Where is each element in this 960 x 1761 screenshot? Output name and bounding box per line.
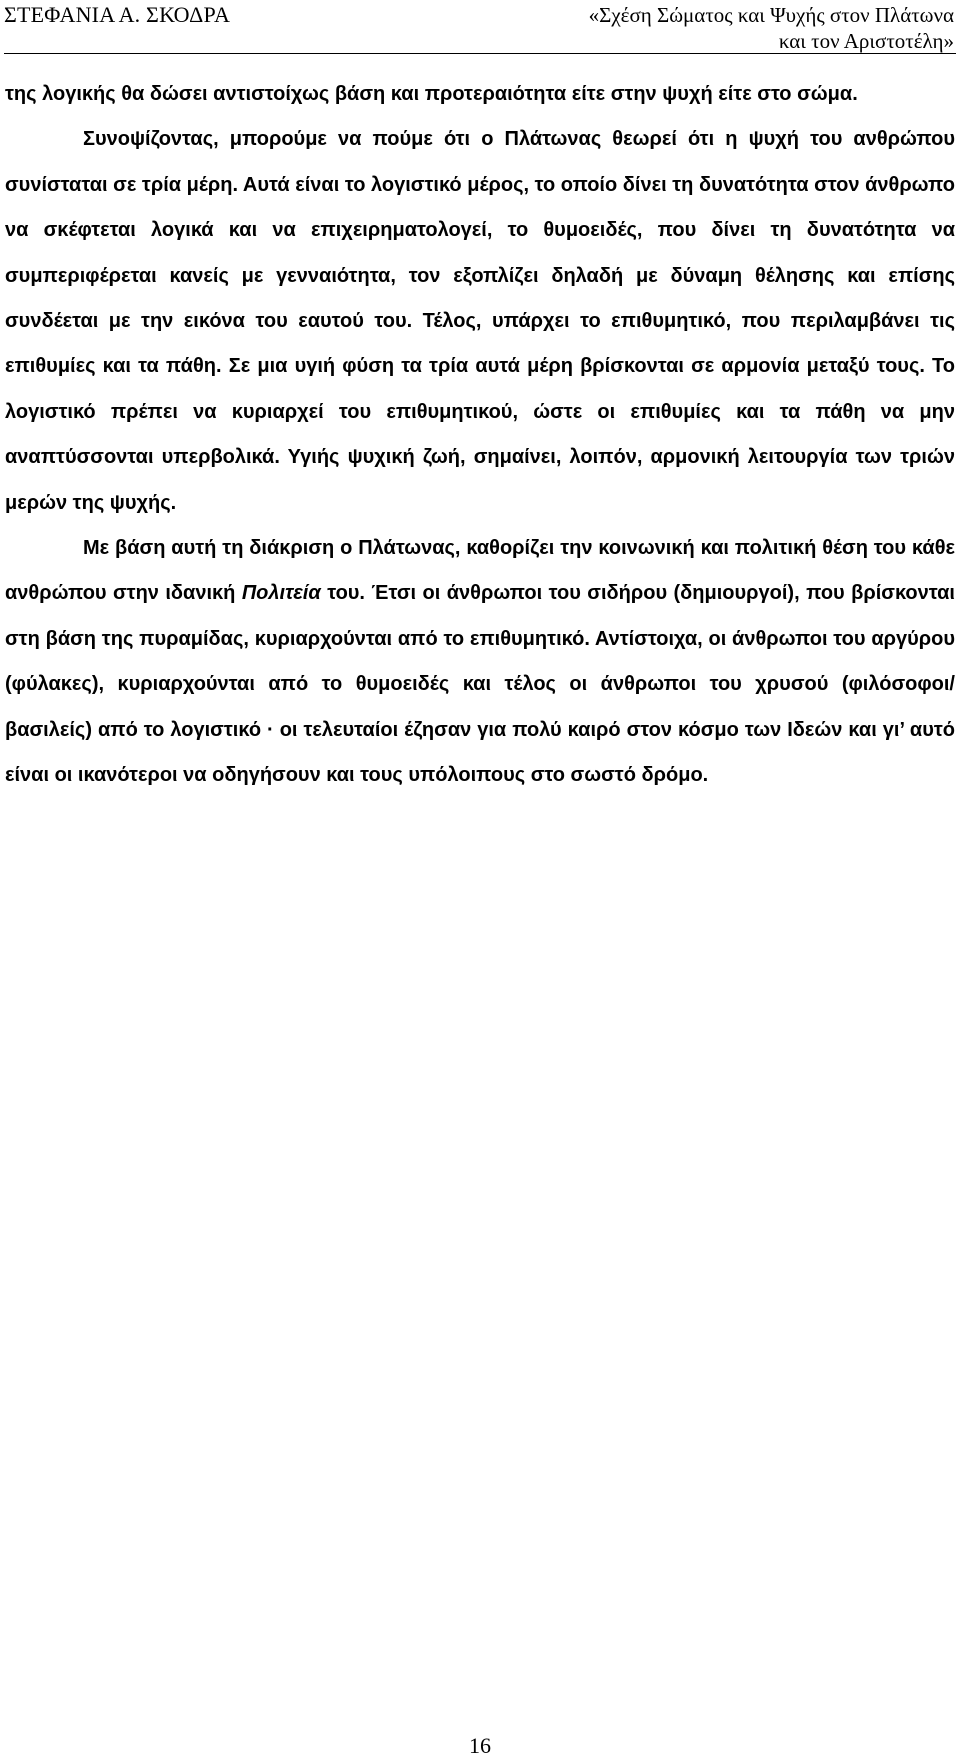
paragraph-3-part-2: του. Έτσι οι άνθρωποι του σιδήρου (δημιουργοί), που βρίσκονται στη βάση της πυραμίδας, κυριαρχούνται από το επιθυμητικό. Αντίστοιχα, οι άνθρωποι του αργύρου (φύλακες), κυριαρχούνται από το θυμοειδές και τέλος οι άνθρωποι του χρυσού (φιλόσοφοι/ βασιλείς) από το λογιστικό · οι τελευταίοι έζησαν για πολύ καιρό στον κόσμο των Ιδεών και γι’ αυτό είναι οι ικανότεροι να οδηγήσουν και τους υπόλοιπους στο σωστό δρόμο.	[5, 582, 955, 787]
paragraph-1: της λογικής θα δώσει αντιστοίχως βάση και προτεραιότητα είτε στην ψυχή είτε στο σώμα.	[5, 83, 858, 105]
header-title-line-2: και τον Αριστοτέλη»	[778, 29, 954, 53]
politeia-italic: Πολιτεία	[241, 582, 321, 605]
page-number: 16	[469, 1733, 491, 1758]
header-divider	[4, 53, 956, 54]
paragraph-2: Συνοψίζοντας, μπορούμε να πούμε ότι ο Πλάτωνας θεωρεί ότι η ψυχή του ανθρώπου συνίσταται σε τρία μέρη. Αυτά είναι το λογιστικό μέρος, το οποίο δίνει τη δυνατότητα στον άνθρωπο να σκέφτεται λογικά και να επιχειρηματολογεί, το θυμοειδές, που δίνει τη δυνατότητα να συμπεριφέρεται κανείς με γενναιότητα, τον εξοπλίζει δηλαδή με δύναμη θέλησης και επίσης συνδέεται με την εικόνα του εαυτού του. Τέλος, υπάρχει το επιθυμητικό, που περιλαμβάνει τις επιθυμίες και τα πάθη. Σε μια υγιή φύση τα τρία αυτά μέρη βρίσκονται σε αρμονία μεταξύ τους. Το λογιστικό πρέπει να κυριαρχεί του επιθυμητικού, ώστε οι επιθυμίες και τα πάθη να μην αναπτύσσονται υπερβολικά. Υγιής ψυχική ζωή, σημαίνει, λοιπόν, αρμονική λειτουργία των τριών μερών της ψυχής.	[5, 128, 955, 514]
paragraph-3-part-1: Με βάση αυτή τη διάκριση ο Πλάτωνας, καθορίζει την κοινωνική και πολιτική θέση του κάθε ανθρώπου στην ιδανική	[5, 537, 955, 605]
header-title	[494, 2, 954, 54]
body-text	[5, 72, 955, 799]
paragraph-3	[5, 526, 955, 798]
header-title-line-1: «Σχέση Σώματος και Ψυχής στον Πλάτωνα	[588, 3, 954, 27]
header-author: ΣΤΕΦΑΝΙΑ Α. ΣΚΟΔΡΑ	[4, 2, 231, 27]
